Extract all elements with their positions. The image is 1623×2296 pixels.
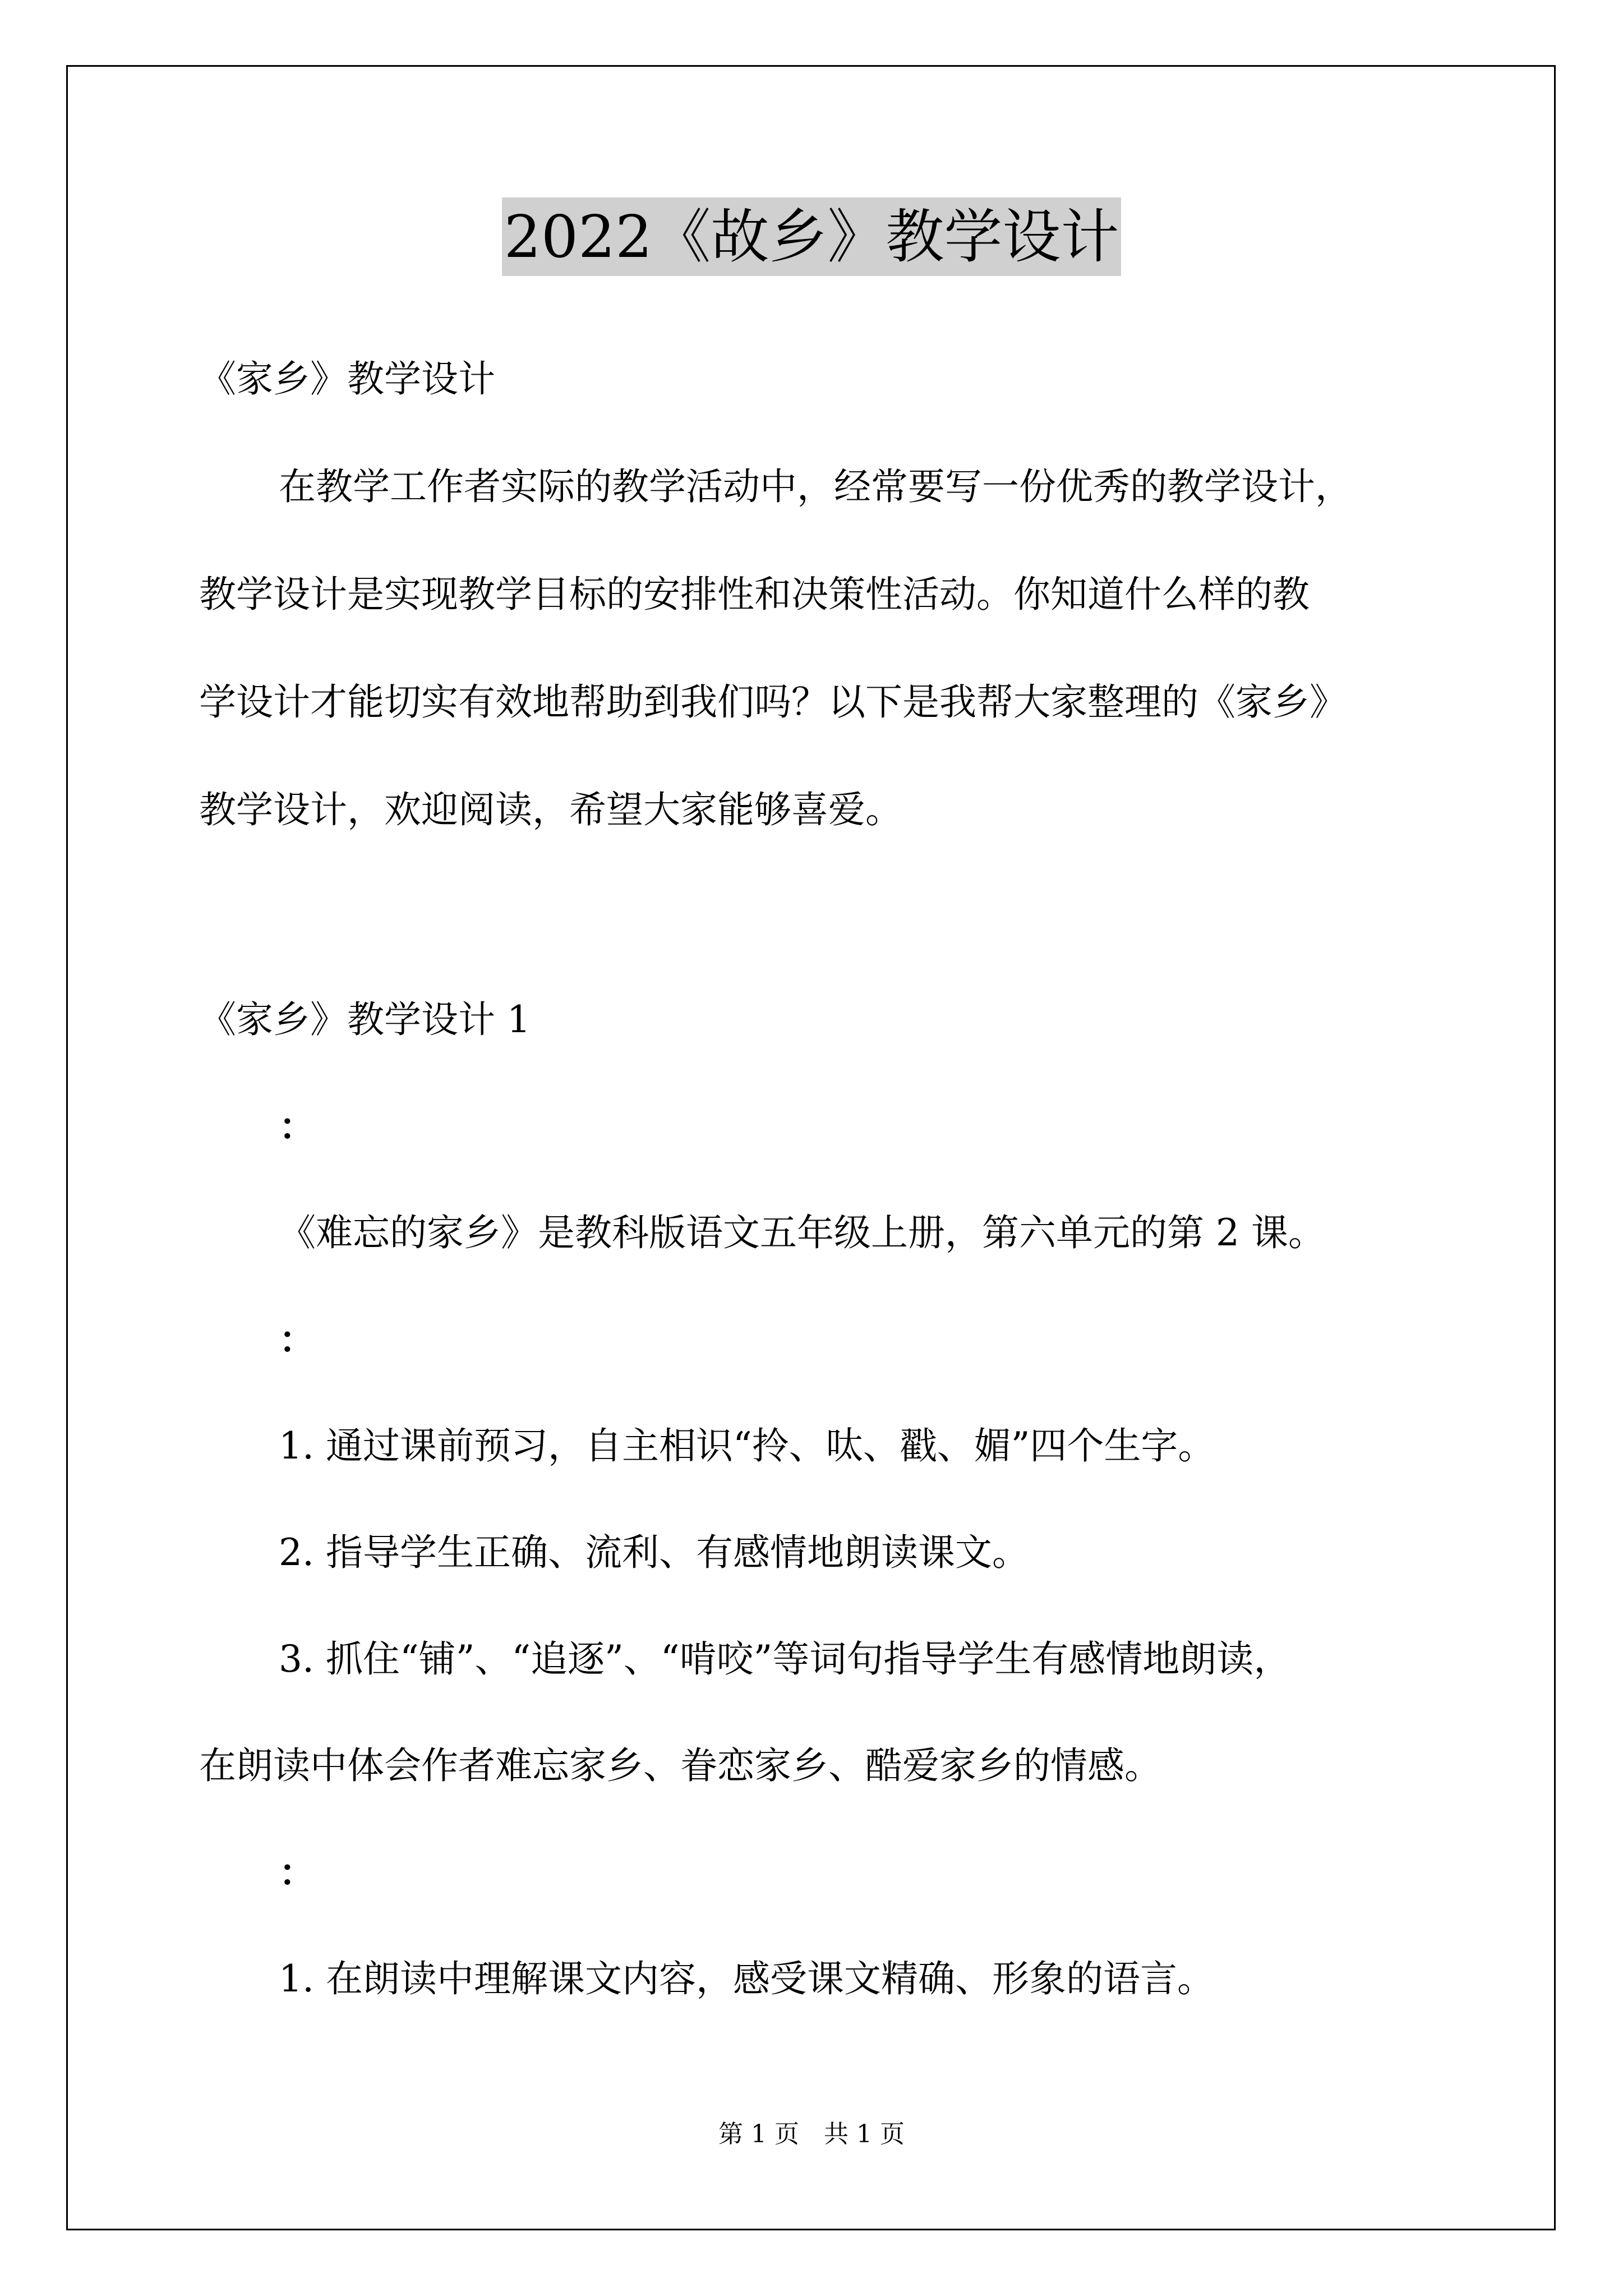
section-heading: 《家乡》教学设计 1 <box>199 998 531 1041</box>
objective-1: 1. 通过课前预习，自主相识“拎、呔、戳、媚”四个生字。 <box>279 1424 1215 1467</box>
body-line-1: 《难忘的家乡》是教科版语文五年级上册，第六单元的第 2 课。 <box>279 1211 1325 1254</box>
page-footer: 第 1 页 共 1 页 <box>718 2120 905 2148</box>
intro-line-3: 学设计才能切实有效地帮助到我们吗？以下是我帮大家整理的《家乡》 <box>199 680 1347 724</box>
intro-line-2: 教学设计是实现教学目标的安排性和决策性活动。你知道什么样的教 <box>199 573 1310 616</box>
title-container <box>0 197 1623 276</box>
colon-marker-2: ： <box>279 1318 316 1361</box>
colon-marker-3: ： <box>279 1851 316 1894</box>
intro-line-1: 在教学工作者实际的教学活动中，经常要写一份优秀的教学设计， <box>279 465 1352 508</box>
objective-3-continued: 在朗读中体会作者难忘家乡、眷恋家乡、酷爱家乡的情感。 <box>199 1744 1161 1787</box>
objective-3: 3. 抓住“铺”、“追逐”、“啃咬”等词句指导学生有感情地朗读， <box>279 1637 1291 1681</box>
subtitle: 《家乡》教学设计 <box>199 357 495 401</box>
objective-2: 2. 指导学生正确、流利、有感情地朗读课文。 <box>279 1531 1029 1574</box>
colon-marker-1: ： <box>279 1105 316 1148</box>
document-title: 2022《故乡》教学设计 <box>502 197 1122 276</box>
keypoint-1: 1. 在朗读中理解课文内容，感受课文精确、形象的语言。 <box>279 1957 1214 2000</box>
intro-line-4: 教学设计，欢迎阅读，希望大家能够喜爱。 <box>199 788 902 831</box>
